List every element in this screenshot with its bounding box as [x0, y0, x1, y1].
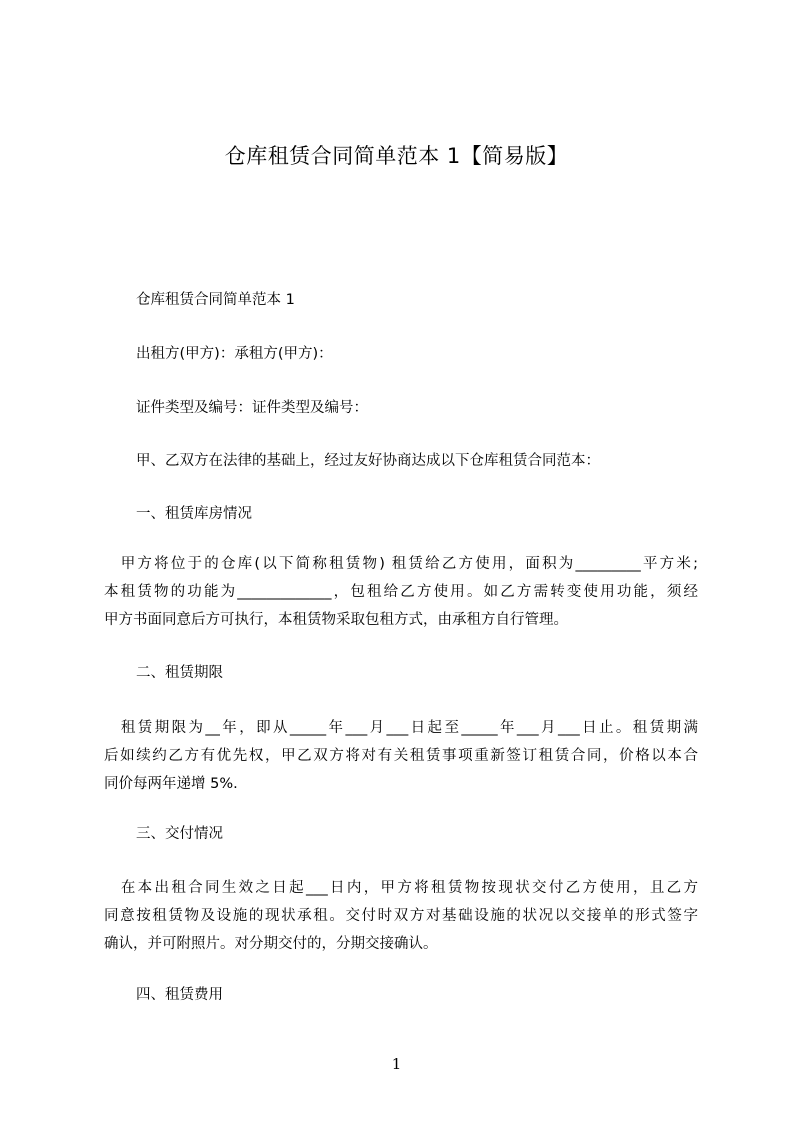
section-paragraph-1: [104, 550, 698, 634]
section-paragraph-3: [104, 874, 698, 958]
section-heading-4: 四、租赁费用: [136, 987, 223, 1003]
paragraph-line: 租赁期限为__年，即从_____年___月___日起至_____年___月___日止。租赁期满: [104, 720, 698, 736]
paragraph-line: 后如续约乙方有优先权，甲乙双方将对有关租赁事项重新签订租赁合同，价格以本合: [104, 748, 698, 764]
document-title: 仓库租赁合同简单范本 1【简易版】: [224, 144, 569, 168]
section-heading-1: 一、租赁库房情况: [136, 506, 252, 522]
section-paragraph-2: [104, 714, 698, 798]
paragraph-line: 确认，并可附照片。对分期交付的，分期交接确认。: [104, 936, 438, 952]
paragraph-line: 在本出租合同生效之日起___日内，甲方将租赁物按现状交付乙方使用，且乙方: [104, 880, 698, 896]
section-heading-2: 二、租赁期限: [136, 665, 223, 681]
paragraph-line: 同价每两年递增 5%.: [104, 776, 238, 792]
document-subtitle: 仓库租赁合同简单范本 1: [136, 292, 295, 308]
intro-line: 甲、乙双方在法律的基础上，经过友好协商达成以下仓库租赁合同范本：: [136, 453, 600, 469]
section-heading-3: 三、交付情况: [136, 826, 223, 842]
parties-line: 出租方(甲方)：承租方(甲方)：: [136, 346, 333, 362]
id-types-line: 证件类型及编号：证件类型及编号：: [136, 400, 368, 416]
paragraph-line: 甲方将位于的仓库(以下简称租赁物) 租赁给乙方使用，面积为_________平方米;: [104, 556, 698, 572]
page-number: 1: [391, 1055, 402, 1073]
paragraph-line: 本租赁物的功能为_____________，包租给乙方使用。如乙方需转变使用功能，须经: [104, 584, 698, 600]
paragraph-line: 甲方书面同意后方可执行，本租赁物采取包租方式，由承租方自行管理。: [104, 612, 568, 628]
paragraph-line: 同意按租赁物及设施的现状承租。交付时双方对基础设施的状况以交接单的形式签字: [104, 908, 698, 924]
